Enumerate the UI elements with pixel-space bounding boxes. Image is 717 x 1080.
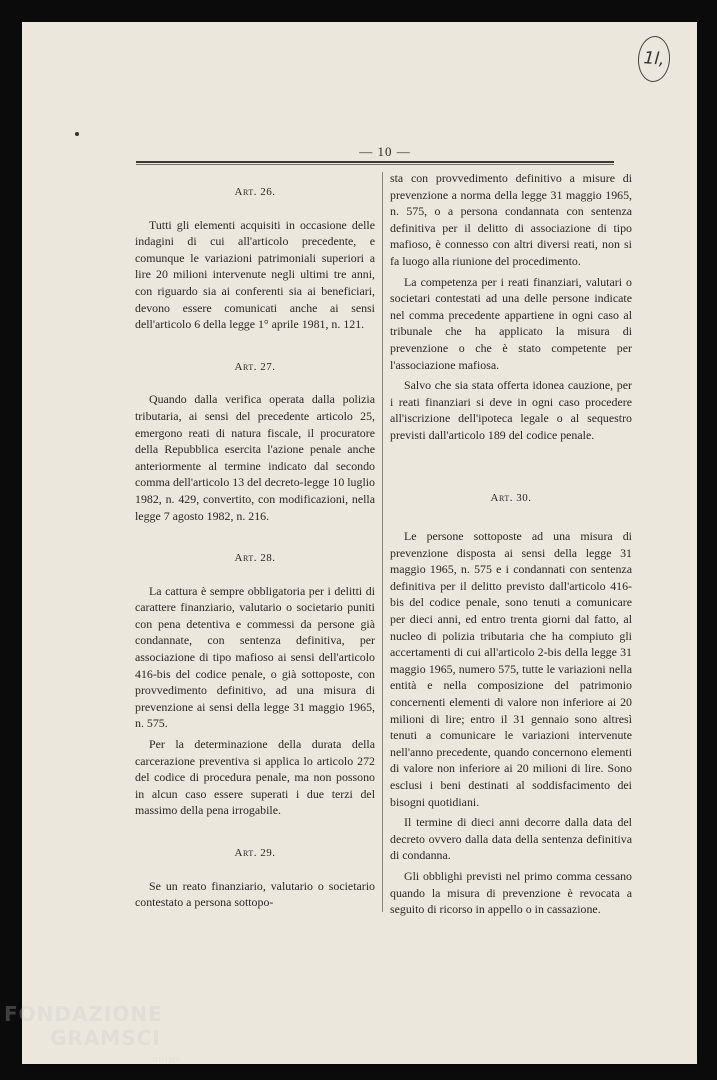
paragraph: sta con provvedimento definitivo a misure di prevenzione a norma della legge 31 maggio 1965, n. 575, o a persona condannata con sentenza definitiva per il delitto di associazione di tipo mafioso, è connesso con altri diversi reati, non si fa luogo alla riunione del procedimento. [390,171,632,268]
paragraph: Gli obblighi previsti nel primo comma cessano quando la misura di prevenzione è revocata a seguito di ricorso in appello o in cassazione. [390,868,632,917]
article-heading: Art. 29. [234,847,276,859]
watermark-line-1: FONDAZIONE [4,1002,163,1026]
paragraph: Quando dalla verifica operata dalla polizia tributaria, ai sensi del precedente articolo 25, emergono reati di natura fiscale, il procuratore della Repubblica esercita l'azione penale anche anteriormente al termine indicato dal secondo comma dell'articolo 13 del decreto-legge 10 luglio 1982, n. 429, convertito, con modificazioni, nella legge 7 agosto 1982, n. 216. [135,392,375,523]
ink-dot [75,132,79,136]
column-divider [382,172,383,912]
article-heading: Art. 26. [234,186,276,198]
article-heading: Art. 27. [234,360,276,373]
left-column [135,170,375,911]
header-rule [136,161,614,163]
paragraph: Il termine di dieci anni decorre dalla data del decreto ovvero dalla data della sentenza definitiva di condanna. [390,815,632,863]
paragraph: La cattura è sempre obbligatoria per i delitti di carattere finanziario, valutario o societario puniti con pena detentiva e commessi da persone già condannate, con sentenza definitiva, per associazione di tipo mafioso ai sensi dell'articolo 416-bis del codice penale, o già sottoposte, con provvedimento definitivo, ad una misura di prevenzione ai sensi della legge 31 maggio 1965, n. 575. [135,583,375,731]
right-column [390,170,632,918]
paragraph: Per la determinazione della durata della carcerazione preventiva si applica lo articolo 272 del codice di procedura penale, ma non possono in alcun caso essere superati i due terzi del massimo della pena irrogabile. [135,737,375,818]
article-heading: Art. 28. [234,552,276,565]
paragraph: Tutti gli elementi acquisiti in occasione delle indagini di cui all'articolo precedente, e comunque le variazioni patrimoniali superiori a lire 20 milioni intervenute negli ultimi tre anni, con riguardo sia ai conferenti sia ai beneficiari, devono essere comunicati anche ai sensi dell'articolo 6 della legge 1° aprile 1981, n. 121. [135,217,375,332]
handwritten-page-mark: 1l, [636,35,671,83]
paragraph: Le persone sottoposte ad una misura di prevenzione disposta ai sensi della legge 31 maggio 1965, n. 575 e i condannati con sentenza definitiva per il delitto previsto dall'articolo 416-bis del codice penale, sono tenuti a comunicare per dieci anni, ed entro trenta giorni dal fatto, al nucleo di polizia tributaria che ha compiuto gli accertamenti di cui all'articolo 2-bis della legge 31 maggio 1965, numero 575, tutte le variazioni nella entità e nella composizione del patrimonio concernenti elementi di valore non inferiore ai 20 milioni di lire; entro il 31 gennaio sono altresì tenuti a comunicare le variazioni intervenute nell'anno precedente, quando concernono elementi di valore non inferiore ai 20 milioni di lire. Sono esclusi i beni destinati al soddisfacimento dei bisogni quotidiani. [390,529,632,809]
header-rule-thin [136,164,614,165]
watermark-line-2: GRAMSCI [50,1026,161,1050]
archive-watermark [4,1002,182,1065]
article-heading: Art. 30. [490,491,532,504]
paragraph: La competenza per i reati finanziari, valutari o societari contestati ad una delle persone indicate nel comma precedente appartiene in ogni caso al tribunale che ha applicato la misura di prevenzione o che è stato competente per l'associazione mafiosa. [390,274,632,372]
page-number: — 10 — [359,144,411,159]
watermark-onlus: onlus [152,1055,182,1065]
paragraph: Salvo che sia stata offerta idonea cauzione, per i reati finanziari si deve in ogni caso procedere all'iscrizione dell'ipoteca legale o al sequestro previsti dall'articolo 189 del codice penale. [390,378,632,442]
paragraph: Se un reato finanziario, valutario o societario contestato a persona sottopo- [135,878,375,910]
